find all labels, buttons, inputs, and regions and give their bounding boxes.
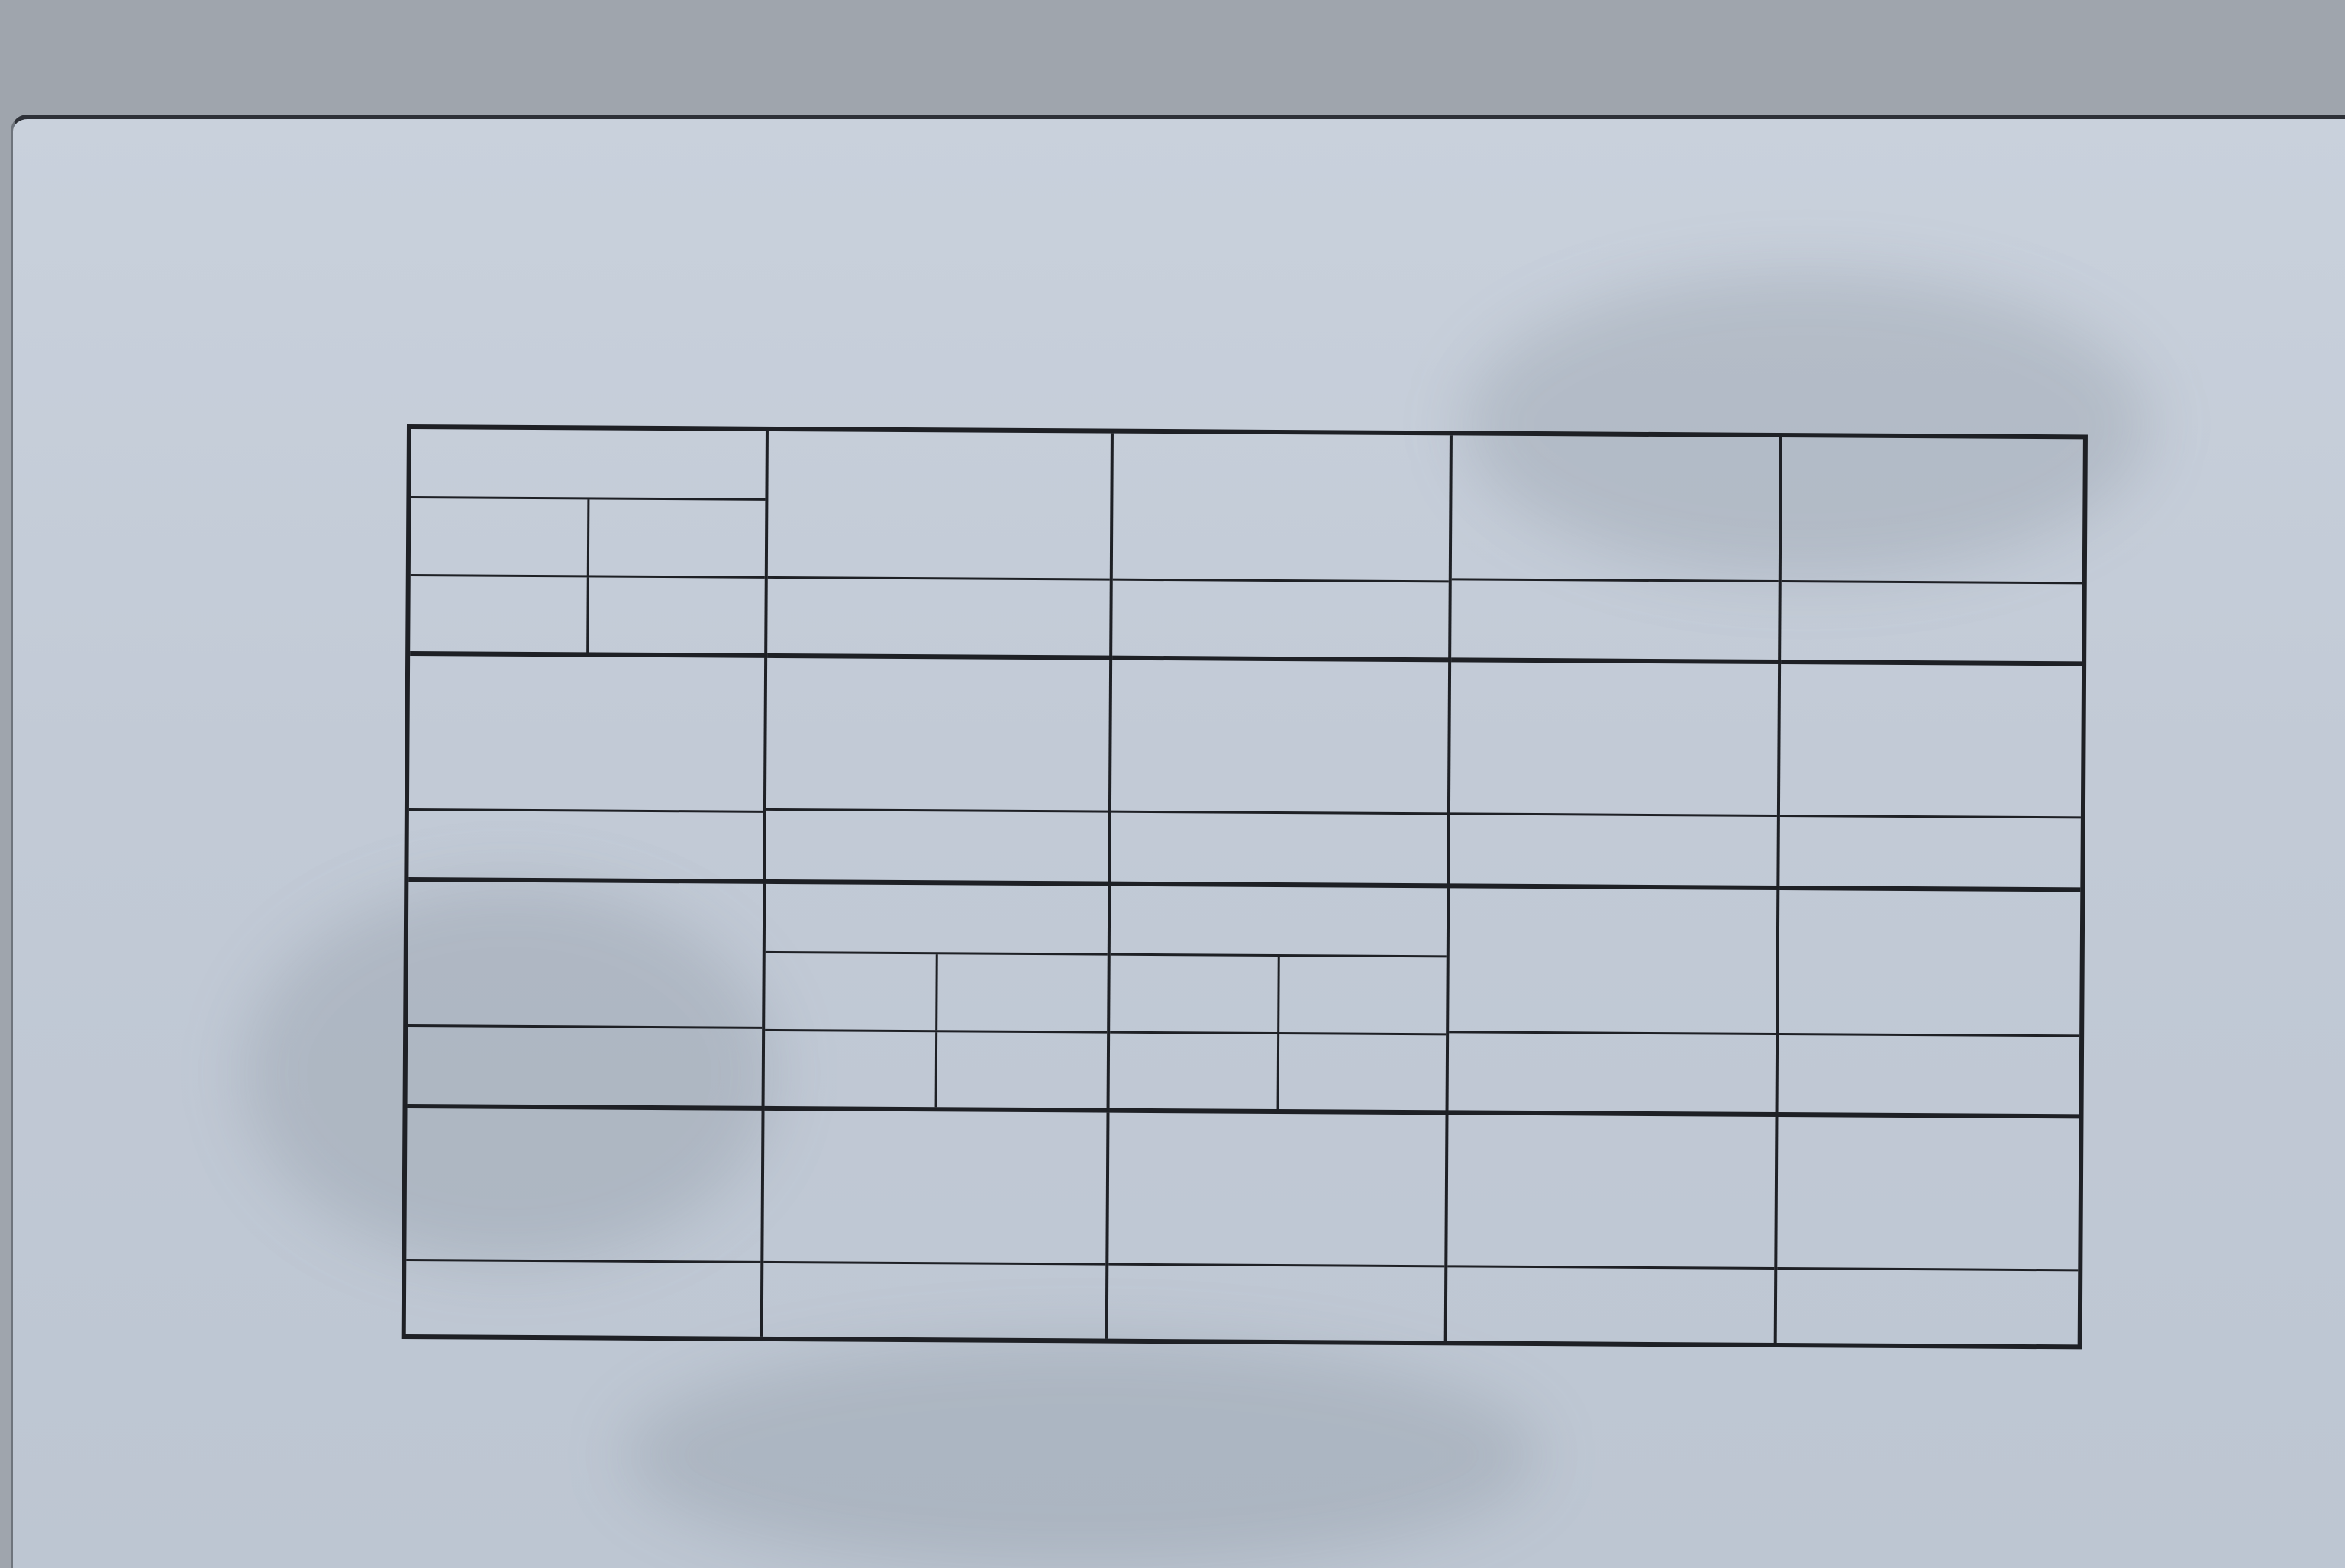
cell-mfm5 <box>1111 660 1451 888</box>
mfw-recd-blank <box>765 1031 935 1107</box>
sympathy-injuries-label <box>1108 1112 1445 1267</box>
cell-interned <box>763 1110 1110 1338</box>
cell-casualty <box>1781 437 2083 666</box>
extracts-label <box>766 657 1109 812</box>
cell-royal <box>1779 664 2082 892</box>
death-desp-label <box>1277 957 1447 1033</box>
sympathy-missing-label <box>1449 888 1776 1035</box>
memorial-label <box>408 882 763 1029</box>
death-certif-label <box>1111 886 1447 958</box>
cell-overseas <box>410 429 769 657</box>
cell-ministerial <box>1450 662 1781 890</box>
cell-afro <box>408 656 767 884</box>
press-release-blank <box>586 577 765 653</box>
overseas-title <box>411 429 766 501</box>
cell-presumed-dead <box>1447 1115 1779 1343</box>
conf-recd-label <box>411 498 587 575</box>
casualty-label <box>1834 476 2032 477</box>
cell-memorial <box>408 882 766 1110</box>
conf-recd-blank <box>410 576 586 652</box>
paper-stain <box>624 1341 1540 1568</box>
mfw-recd-label <box>765 953 935 1030</box>
record-form-grid <box>402 424 2088 1349</box>
press-release-label <box>586 499 765 576</box>
cell-digest-chaplain <box>1112 434 1453 662</box>
presumed-dead-label <box>1447 1115 1775 1270</box>
cell-sympathy-missing <box>1449 888 1780 1116</box>
cell-digest-aplo <box>767 431 1114 660</box>
prisoner-label <box>406 1108 761 1263</box>
mfw-label <box>766 884 1108 956</box>
mfw-desp-blank <box>934 1032 1107 1108</box>
missing-believed-label <box>1779 890 2080 1037</box>
condolence-label <box>1471 474 1761 476</box>
case-completed-label <box>1777 1116 2079 1270</box>
mfm5-label <box>1111 660 1448 815</box>
cell-prisoner <box>406 1108 765 1337</box>
document-page <box>11 115 2345 1568</box>
mfw-desp-label <box>935 954 1108 1031</box>
cell-death-certif <box>1110 886 1450 1115</box>
cell-mfw <box>765 884 1111 1112</box>
royal-label <box>1780 664 2082 818</box>
form-side-code <box>2078 508 2108 1356</box>
cell-extracts <box>766 657 1112 886</box>
cell-case-completed <box>1777 1116 2079 1344</box>
death-desp-blank <box>1276 1034 1446 1110</box>
digest-aplo-label <box>768 431 1111 581</box>
interned-label <box>763 1110 1106 1265</box>
death-recd-blank <box>1110 1034 1277 1109</box>
ministerial-label <box>1450 662 1778 817</box>
cell-condolence <box>1451 435 1782 663</box>
cell-sympathy-injuries <box>1108 1112 1449 1341</box>
death-recd-label <box>1110 956 1277 1032</box>
cell-missing-believed <box>1778 890 2080 1118</box>
digest-chaplain-label <box>1113 434 1450 583</box>
